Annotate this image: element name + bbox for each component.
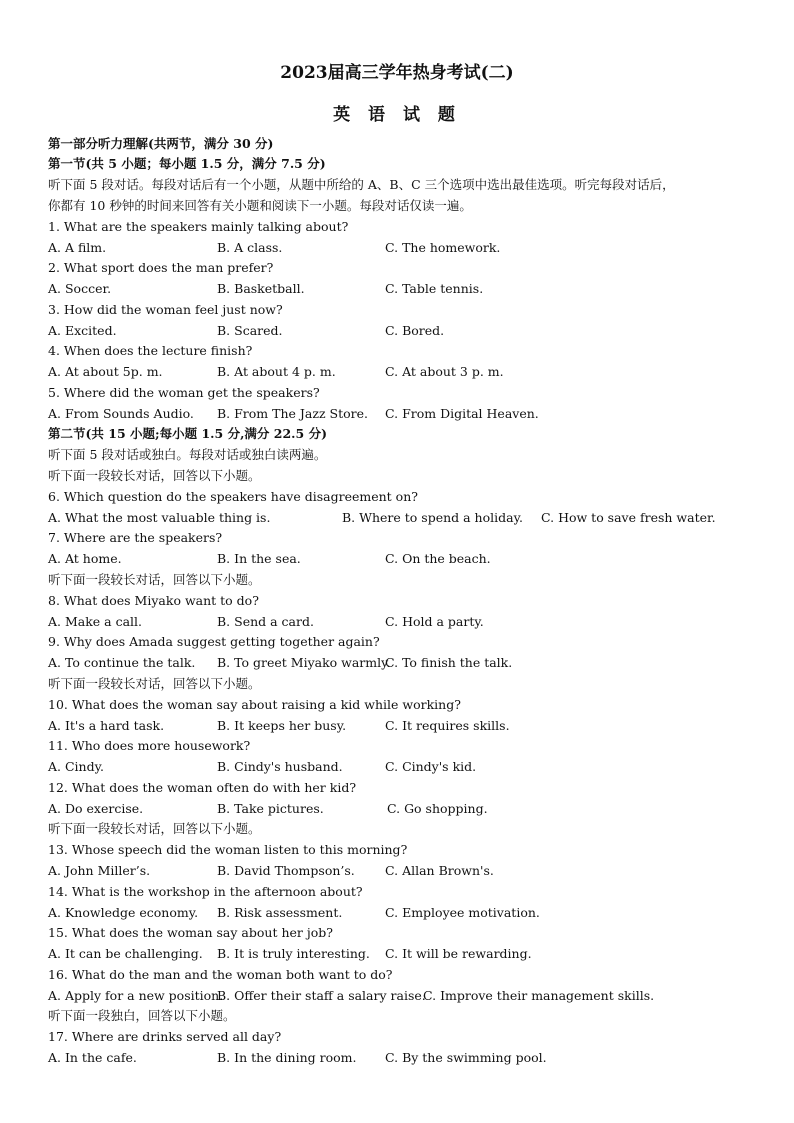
option-b: B. From The Jazz Store. xyxy=(217,406,368,421)
question-8: 8. What does Miyako want to do? xyxy=(48,593,259,608)
option-c: C. How to save fresh water. xyxy=(541,510,716,525)
option-a: A. Cindy. xyxy=(48,759,104,774)
question-17: 17. Where are drinks served all day? xyxy=(48,1029,282,1044)
section2-instructions: 听下面 5 段对话或独白。每段对话或独白读两遍。 xyxy=(48,447,327,462)
option-a: A. A film. xyxy=(48,240,107,255)
exam-subtitle: 英 语 试 题 xyxy=(333,105,461,125)
option-c: C. At about 3 p. m. xyxy=(385,364,504,379)
question-16: 16. What do the man and the woman both want to do? xyxy=(48,967,393,982)
option-c: C. It requires skills. xyxy=(385,718,510,733)
question-9: 9. Why does Amada suggest getting together again? xyxy=(48,634,380,649)
option-a: A. In the cafe. xyxy=(48,1050,137,1065)
section1-heading: 第一节(共 5 小题；每小题 1.5 分，满分 7.5 分) xyxy=(48,156,326,171)
question-15: 15. What does the woman say about her job? xyxy=(48,925,333,940)
option-b: B. It keeps her busy. xyxy=(217,718,347,733)
option-b: B. At about 4 p. m. xyxy=(217,364,336,379)
section2-heading: 第二节(共 15 小题;每小题 1.5 分,满分 22.5 分) xyxy=(48,426,327,441)
option-c: C. By the swimming pool. xyxy=(385,1050,547,1065)
question-2: 2. What sport does the man prefer? xyxy=(48,260,274,275)
question-5: 5. Where did the woman get the speakers? xyxy=(48,385,320,400)
question-14: 14. What is the workshop in the afternoon about? xyxy=(48,884,363,899)
option-c: C. It will be rewarding. xyxy=(385,946,532,961)
option-a: A. What the most valuable thing is. xyxy=(48,510,271,525)
exam-title: 2023届高三学年热身考试(二) xyxy=(280,63,514,83)
option-a: A. From Sounds Audio. xyxy=(48,406,194,421)
question-3: 3. How did the woman feel just now? xyxy=(48,302,283,317)
option-c: C. Improve their management skills. xyxy=(423,988,655,1003)
option-a: A. Make a call. xyxy=(48,614,143,629)
option-b: B. It is truly interesting. xyxy=(217,946,370,961)
option-b: B. To greet Miyako warmly. xyxy=(217,655,391,670)
question-6: 6. Which question do the speakers have disagreement on? xyxy=(48,489,418,504)
instructions-line-2: 你都有 10 秒钟的时间来回答有关小题和阅读下一小题。每段对话仅读一遍。 xyxy=(48,198,472,213)
option-a: A. It's a hard task. xyxy=(48,718,165,733)
option-a: A. Excited. xyxy=(48,323,117,338)
instructions-line-1: 听下面 5 段对话。每段对话后有一个小题，从题中所给的 A、B、C 三个选项中选出最佳选项。听完每段对话后， xyxy=(48,177,675,192)
question-4: 4. When does the lecture finish? xyxy=(48,343,253,358)
option-c: C. From Digital Heaven. xyxy=(385,406,539,421)
question-13: 13. Whose speech did the woman listen to this morning? xyxy=(48,842,408,857)
option-a: A. It can be challenging. xyxy=(48,946,203,961)
option-b: B. Where to spend a holiday. xyxy=(342,510,523,525)
option-c: C. On the beach. xyxy=(385,551,491,566)
option-c: C. Bored. xyxy=(385,323,445,338)
option-a: A. Do exercise. xyxy=(48,801,144,816)
option-a: A. Knowledge economy. xyxy=(48,905,199,920)
option-b: B. David Thompson’s. xyxy=(217,863,355,878)
option-c: C. Allan Brown's. xyxy=(385,863,494,878)
option-b: B. Send a card. xyxy=(217,614,314,629)
option-b: B. Take pictures. xyxy=(217,801,324,816)
question-7: 7. Where are the speakers? xyxy=(48,530,223,545)
question-10: 10. What does the woman say about raising a kid while working? xyxy=(48,697,461,712)
option-b: B. In the dining room. xyxy=(217,1050,357,1065)
option-a: A. Soccer. xyxy=(48,281,112,296)
option-c: C. Cindy's kid. xyxy=(385,759,477,774)
dialogue-note: 听下面一段较长对话，回答以下小题。 xyxy=(48,676,261,691)
option-b: B. Basketball. xyxy=(217,281,305,296)
option-a: A. At about 5p. m. xyxy=(48,364,163,379)
option-c: C. Employee motivation. xyxy=(385,905,540,920)
dialogue-note: 听下面一段较长对话，回答以下小题。 xyxy=(48,821,261,836)
option-c: C. To finish the talk. xyxy=(385,655,513,670)
dialogue-note: 听下面一段较长对话，回答以下小题。 xyxy=(48,468,261,483)
option-b: B. In the sea. xyxy=(217,551,301,566)
option-a: A. At home. xyxy=(48,551,122,566)
dialogue-note: 听下面一段较长对话，回答以下小题。 xyxy=(48,572,261,587)
option-b: B. Risk assessment. xyxy=(217,905,343,920)
option-b: B. A class. xyxy=(217,240,283,255)
question-11: 11. Who does more housework? xyxy=(48,738,251,753)
part-heading: 第一部分听力理解(共两节，满分 30 分) xyxy=(48,136,274,151)
option-a: A. To continue the talk. xyxy=(48,655,196,670)
option-a: A. John Miller’s. xyxy=(48,863,151,878)
option-c: C. Hold a party. xyxy=(385,614,484,629)
monologue-note: 听下面一段独白，回答以下小题。 xyxy=(48,1008,236,1023)
option-b: B. Cindy's husband. xyxy=(217,759,343,774)
option-c: C. The homework. xyxy=(385,240,501,255)
question-1: 1. What are the speakers mainly talking about? xyxy=(48,219,349,234)
option-c: C. Go shopping. xyxy=(387,801,488,816)
option-b: B. Offer their staff a salary raise. xyxy=(217,988,426,1003)
option-b: B. Scared. xyxy=(217,323,283,338)
option-a: A. Apply for a new position. xyxy=(48,988,224,1003)
option-c: C. Table tennis. xyxy=(385,281,484,296)
question-12: 12. What does the woman often do with her kid? xyxy=(48,780,357,795)
